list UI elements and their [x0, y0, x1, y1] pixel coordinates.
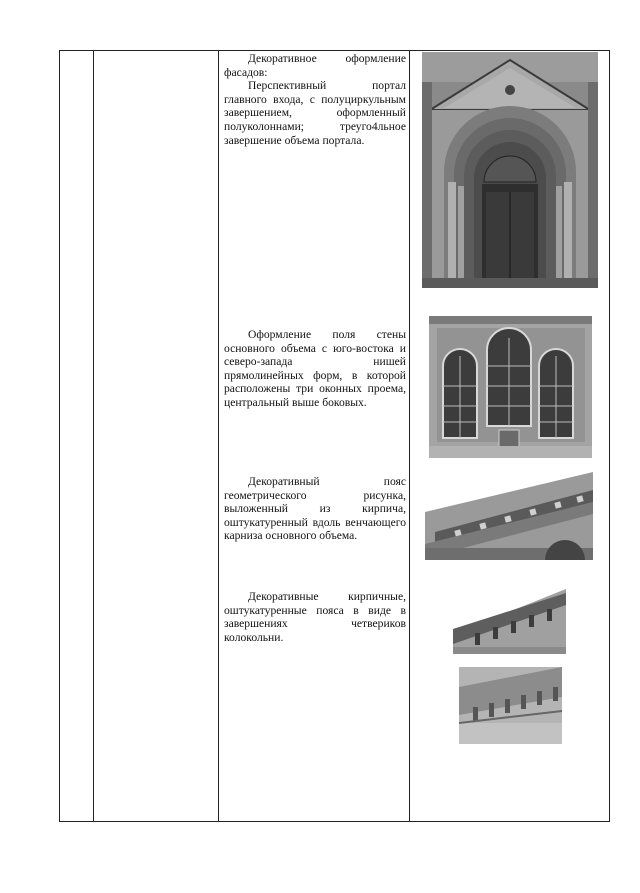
belfry-cornice-photo-lower: [459, 667, 562, 744]
cornice-photo: [425, 472, 593, 560]
belfry-cornice-photo-upper: [453, 589, 566, 654]
row-3-text: Декоративный пояс геометрического рисунка, выложенный из кирпича, оштукатуренный вдоль венчающего карниза основного объема.: [224, 475, 406, 543]
row-2-description: [224, 328, 406, 410]
row-2-text: Оформление поля стены основного объема с юго-востока и северо-запада нишей прямолинейных форм, в которой расположены три оконных проема, центральный выше боковых.: [224, 328, 406, 409]
portal-photo: [422, 52, 598, 288]
row-1-text: Перспективный портал главного входа, с полуциркульным завершением, оформленный полуколоннами; треуго4льное завершение объема портала.: [224, 79, 406, 147]
row-4-description: [224, 590, 406, 644]
column-divider: [93, 51, 94, 821]
row-4-text: Декоративные кирпичные, оштукатуренные пояса в виде в завершениях четвериков колокольни.: [224, 590, 406, 644]
windows-photo: [429, 316, 592, 458]
row-3-description: [224, 475, 406, 543]
row-1-description: [224, 52, 406, 147]
row-1-heading: Декоративное оформление фасадов:: [224, 52, 406, 79]
column-divider: [409, 51, 410, 821]
column-divider: [218, 51, 219, 821]
